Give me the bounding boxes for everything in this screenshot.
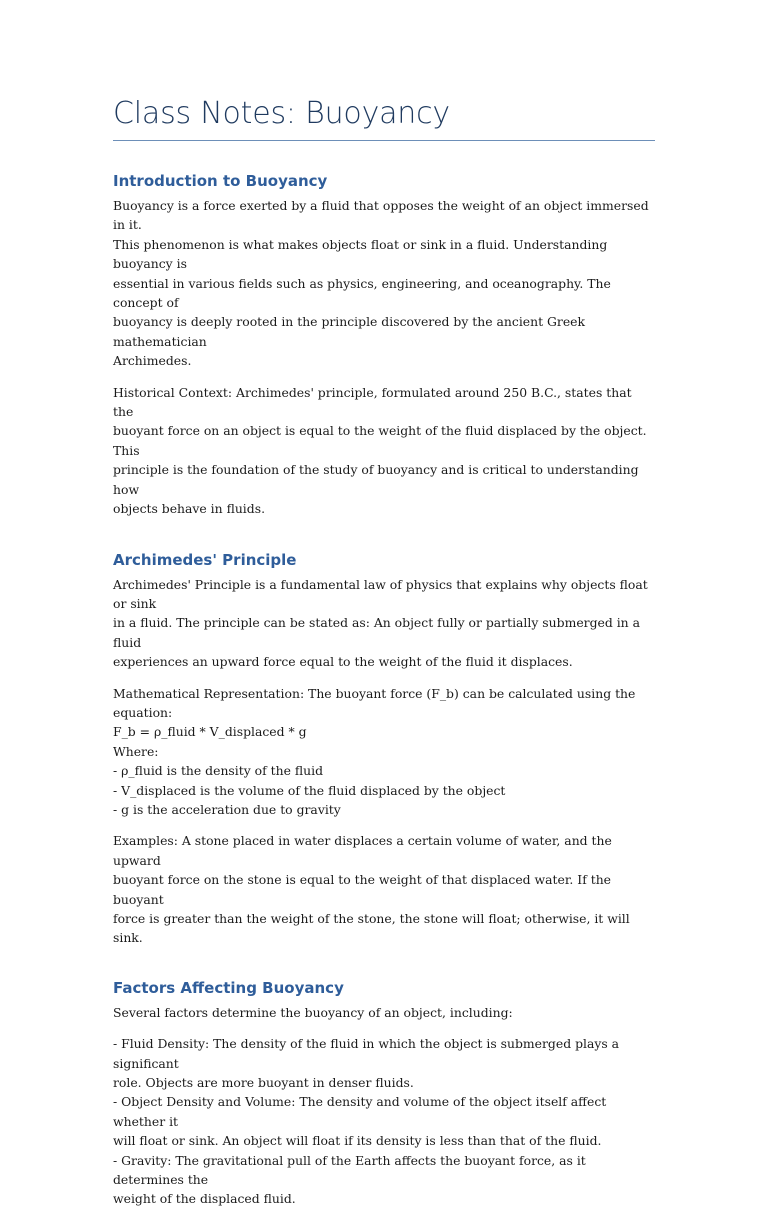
paragraph [113,831,655,947]
document-title: Class Notes: Buoyancy [113,92,655,141]
list-line: - ρ_fluid is the density of the fluid [113,763,324,779]
text-line: Several factors determine the buoyancy of an object, including: [113,1004,513,1020]
list-line: - Object Density and Volume: The density and volume of the object itself affect whether it [113,1094,607,1129]
text-line: experiences an upward force equal to the weight of the fluid it displaces. [113,654,573,670]
paragraph [113,196,655,371]
list-line: - Gravity: The gravitational pull of the Earth affects the buoyant force, as it determines the [113,1152,586,1188]
section-archimedes-principle [113,550,655,948]
section-heading: Archimedes' Principle [113,550,297,569]
text-line: principle is the foundation of the study of buoyancy and is critical to understanding how [113,462,639,497]
paragraph [113,684,655,820]
paragraph [113,575,655,672]
section-factors-affecting-buoyancy [113,978,655,1209]
text-line: Examples: A stone placed in water displaces a certain volume of water, and the upward [113,833,612,868]
text-line: Mathematical Representation: The buoyant force (F_b) can be calculated using the equation: [113,685,636,720]
text-line: Historical Context: Archimedes' principle, formulated around 250 B.C., states that the [113,384,632,420]
equation-line: F_b = ρ_fluid * V_displaced * g [113,724,307,740]
section-heading: Factors Affecting Buoyancy [113,978,344,997]
text-line: buoyant force on the stone is equal to the weight of that displaced water. If the buoyant [113,872,612,907]
text-line: essential in various fields such as physics, engineering, and oceanography. The concept of [113,275,611,311]
list-line: weight of the displaced fluid. [113,1191,296,1207]
text-line: Where: [113,743,159,759]
text-line: This phenomenon is what makes objects float or sink in a fluid. Understanding buoyancy is [113,236,608,272]
text-line: Archimedes. [113,353,192,369]
text-line: Archimedes' Principle is a fundamental law of physics that explains why objects float or sink [113,576,648,611]
section-heading: Introduction to Buoyancy [113,172,328,190]
list-line: - V_displaced is the volume of the fluid displaced by the object [113,782,506,798]
list-line: - g is the acceleration due to gravity [113,801,341,817]
paragraph [113,1003,655,1022]
text-line: buoyant force on an object is equal to the weight of the fluid displaced by the object. This [113,423,647,458]
text-line: force is greater than the weight of the stone, the stone will float; otherwise, it will sink. [113,911,630,946]
list-line: role. Objects are more buoyant in denser fluids. [113,1075,414,1091]
text-line: Buoyancy is a force exerted by a fluid that opposes the weight of an object immersed in it. [113,198,649,233]
text-line: in a fluid. The principle can be stated as: An object fully or partially submerged in a fluid [113,615,640,650]
list-line: - Fluid Density: The density of the fluid in which the object is submerged plays a significant [113,1036,620,1071]
paragraph [113,1034,655,1209]
paragraph [113,383,655,519]
section-introduction [113,171,655,519]
list-line: will float or sink. An object will float if its density is less than that of the fluid. [113,1133,602,1149]
text-line: objects behave in fluids. [113,501,266,517]
text-line: buoyancy is deeply rooted in the principle discovered by the ancient Greek mathematician [113,314,586,349]
